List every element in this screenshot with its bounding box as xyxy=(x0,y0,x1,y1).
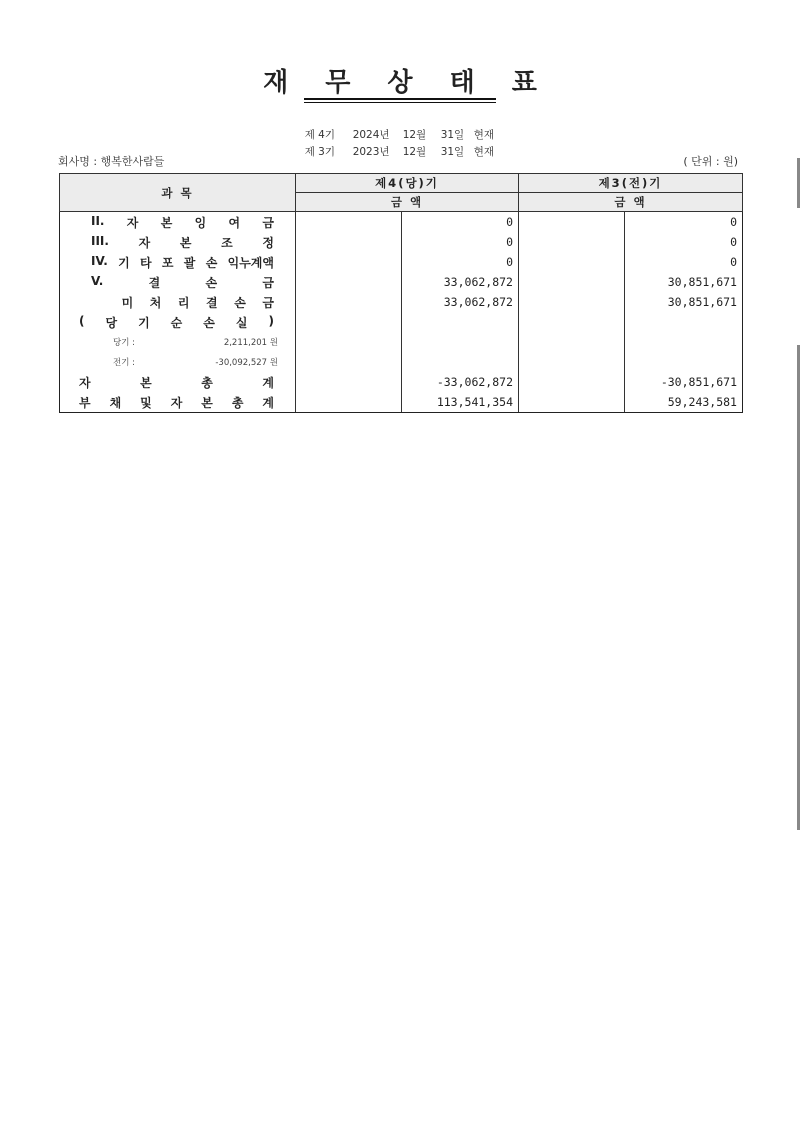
item-label-char: 총 xyxy=(231,395,244,410)
item-label-char: 손 xyxy=(205,255,218,270)
row-item xyxy=(60,272,296,292)
current-amount: 0 xyxy=(402,252,519,272)
item-label xyxy=(65,394,290,411)
previous-amount: 0 xyxy=(730,235,737,249)
header-item: 과 목 xyxy=(60,174,296,212)
period-suffix: 현재 xyxy=(473,146,494,158)
header-previous-amount: 금 액 xyxy=(519,193,743,212)
item-label-char: 조 xyxy=(221,235,233,250)
company-name: 회사명 : 행복한사람들 xyxy=(58,155,165,168)
balance-sheet-table xyxy=(59,173,743,413)
current-blank xyxy=(296,232,402,252)
item-label-char: V. xyxy=(91,273,104,288)
item-label-char: 본 xyxy=(140,375,152,390)
previous-blank xyxy=(519,212,625,233)
period-previous xyxy=(298,132,494,159)
current-amount: -33,062,872 xyxy=(402,372,519,392)
previous-blank xyxy=(519,312,625,332)
item-label-char: ( xyxy=(79,313,85,328)
previous-blank xyxy=(519,352,625,372)
period-month: 12월 xyxy=(402,129,427,141)
period-month: 12월 xyxy=(402,146,427,158)
period-year: 2024년 xyxy=(352,129,390,141)
item-label-char: 기 xyxy=(118,255,130,270)
item-label-char: IV. xyxy=(91,253,108,268)
item-label xyxy=(65,374,290,391)
current-blank xyxy=(296,392,402,413)
item-label xyxy=(65,234,290,251)
item-label-char: 자 xyxy=(79,375,91,390)
current-amount: 33,062,872 xyxy=(402,272,519,292)
document-title: 재 무 상 태 표 xyxy=(263,68,551,98)
unit-label: ( 단위 : 원) xyxy=(683,155,738,168)
item-label-char: 금 xyxy=(262,295,274,310)
header-current-period: 제4(당)기 xyxy=(296,174,519,193)
current-amount: 0 xyxy=(402,232,519,252)
period-day: 31일 xyxy=(440,129,465,141)
row-item xyxy=(60,352,296,372)
item-label-char: 계 xyxy=(262,375,274,390)
row-item xyxy=(60,332,296,352)
current-amount: 113,541,354 xyxy=(402,392,519,413)
item-label-char: 정 xyxy=(262,235,274,250)
sub-label: 전기 : xyxy=(113,358,135,368)
table-row xyxy=(60,292,743,312)
previous-amount: 59,243,581 xyxy=(625,392,743,413)
row-item xyxy=(60,232,296,252)
item-label-char: ) xyxy=(268,313,274,328)
item-label-char: 손 xyxy=(234,295,246,310)
item-label-char: 기 xyxy=(138,315,150,330)
table-body xyxy=(60,212,743,413)
previous-amount: 30,851,671 xyxy=(667,275,737,289)
current-blank xyxy=(296,372,402,392)
item-label-char: 실 xyxy=(235,315,248,330)
table-row xyxy=(60,232,743,252)
item-label xyxy=(65,294,290,311)
item-label xyxy=(65,214,290,231)
item-label xyxy=(65,254,290,271)
item-label-char: 부 xyxy=(79,395,91,410)
item-label-char: 결 xyxy=(148,275,161,290)
current-blank xyxy=(296,252,402,272)
item-label-char: 처 xyxy=(149,295,162,310)
sub-detail xyxy=(65,356,290,368)
previous-blank xyxy=(519,392,625,413)
title-underline xyxy=(304,98,496,100)
sub-label: 당기 : xyxy=(113,338,135,348)
current-amount: 33,062,872 xyxy=(402,292,519,312)
item-label-char: 당 xyxy=(105,315,118,330)
period-label: 제 4기 xyxy=(304,129,335,141)
table-row xyxy=(60,312,743,332)
sub-detail xyxy=(65,336,290,348)
previous-amount xyxy=(625,312,743,332)
title-underline-thin xyxy=(304,102,496,103)
period-label: 제 3기 xyxy=(304,146,335,158)
period-year: 2023년 xyxy=(352,146,390,158)
item-label-char: 및 xyxy=(140,395,152,410)
previous-blank xyxy=(519,332,625,352)
header-previous-period: 제3(전)기 xyxy=(519,174,743,193)
current-blank xyxy=(296,312,402,332)
row-item xyxy=(60,392,296,413)
item-label-char: 타 xyxy=(139,255,152,270)
item-label-char: 괄 xyxy=(183,255,196,270)
item-label-char: 손 xyxy=(205,275,218,290)
previous-amount xyxy=(625,332,743,352)
item-label-char: 미 xyxy=(121,295,134,310)
previous-amount: 30,851,671 xyxy=(667,295,737,309)
previous-amount xyxy=(625,352,743,372)
current-blank xyxy=(296,332,402,352)
item-label-char: 채 xyxy=(109,395,122,410)
row-item xyxy=(60,212,296,233)
current-amount xyxy=(402,312,519,332)
previous-blank xyxy=(519,232,625,252)
previous-amount: 0 xyxy=(730,215,737,229)
item-label-char: 순 xyxy=(170,315,183,330)
item-label-char: 자 xyxy=(138,235,151,250)
table-row xyxy=(60,332,743,352)
current-amount xyxy=(402,332,519,352)
table-row xyxy=(60,212,743,233)
item-label-char: 리 xyxy=(177,295,190,310)
item-label-char: 총 xyxy=(201,375,213,390)
item-label-char: 본 xyxy=(201,395,213,410)
item-label-char: III. xyxy=(91,233,109,248)
item-label-char: 금 xyxy=(262,275,274,290)
sub-value: -30,092,527 원 xyxy=(215,358,278,368)
previous-blank xyxy=(519,252,625,272)
current-blank xyxy=(296,272,402,292)
previous-amount: 0 xyxy=(730,255,737,269)
table-row xyxy=(60,352,743,372)
item-label-char: 자 xyxy=(170,395,183,410)
item-label-char: 계 xyxy=(262,395,274,410)
item-label xyxy=(65,274,290,291)
previous-blank xyxy=(519,292,625,312)
previous-amount: -30,851,671 xyxy=(660,375,737,389)
table-row xyxy=(60,252,743,272)
item-label-char: 금 xyxy=(262,215,274,230)
sub-value: 2,211,201 원 xyxy=(223,338,278,348)
row-item xyxy=(60,292,296,312)
table-row xyxy=(60,392,743,413)
current-blank xyxy=(296,292,402,312)
item-label-char: 본 xyxy=(160,215,173,230)
table-row xyxy=(60,272,743,292)
row-item xyxy=(60,372,296,392)
row-item xyxy=(60,312,296,332)
current-blank xyxy=(296,212,402,233)
item-label-char: 포 xyxy=(161,255,174,270)
item-label-char: II. xyxy=(91,213,105,228)
item-label-char: 잉 xyxy=(194,215,207,230)
item-label-char: 결 xyxy=(206,295,218,310)
current-amount xyxy=(402,352,519,372)
period-suffix: 현재 xyxy=(473,129,494,141)
item-label-char: 손 xyxy=(203,315,215,330)
current-amount: 0 xyxy=(402,212,519,233)
row-item xyxy=(60,252,296,272)
period-day: 31일 xyxy=(440,146,465,158)
table-row xyxy=(60,372,743,392)
item-label-char: 자 xyxy=(126,215,139,230)
current-blank xyxy=(296,352,402,372)
previous-blank xyxy=(519,272,625,292)
item-label-char: 본 xyxy=(179,235,192,250)
previous-blank xyxy=(519,372,625,392)
item-label-char: 여 xyxy=(228,215,241,230)
item-label xyxy=(65,314,290,331)
item-label-char: 익누계액 xyxy=(227,255,274,270)
header-current-amount: 금 액 xyxy=(296,193,519,212)
